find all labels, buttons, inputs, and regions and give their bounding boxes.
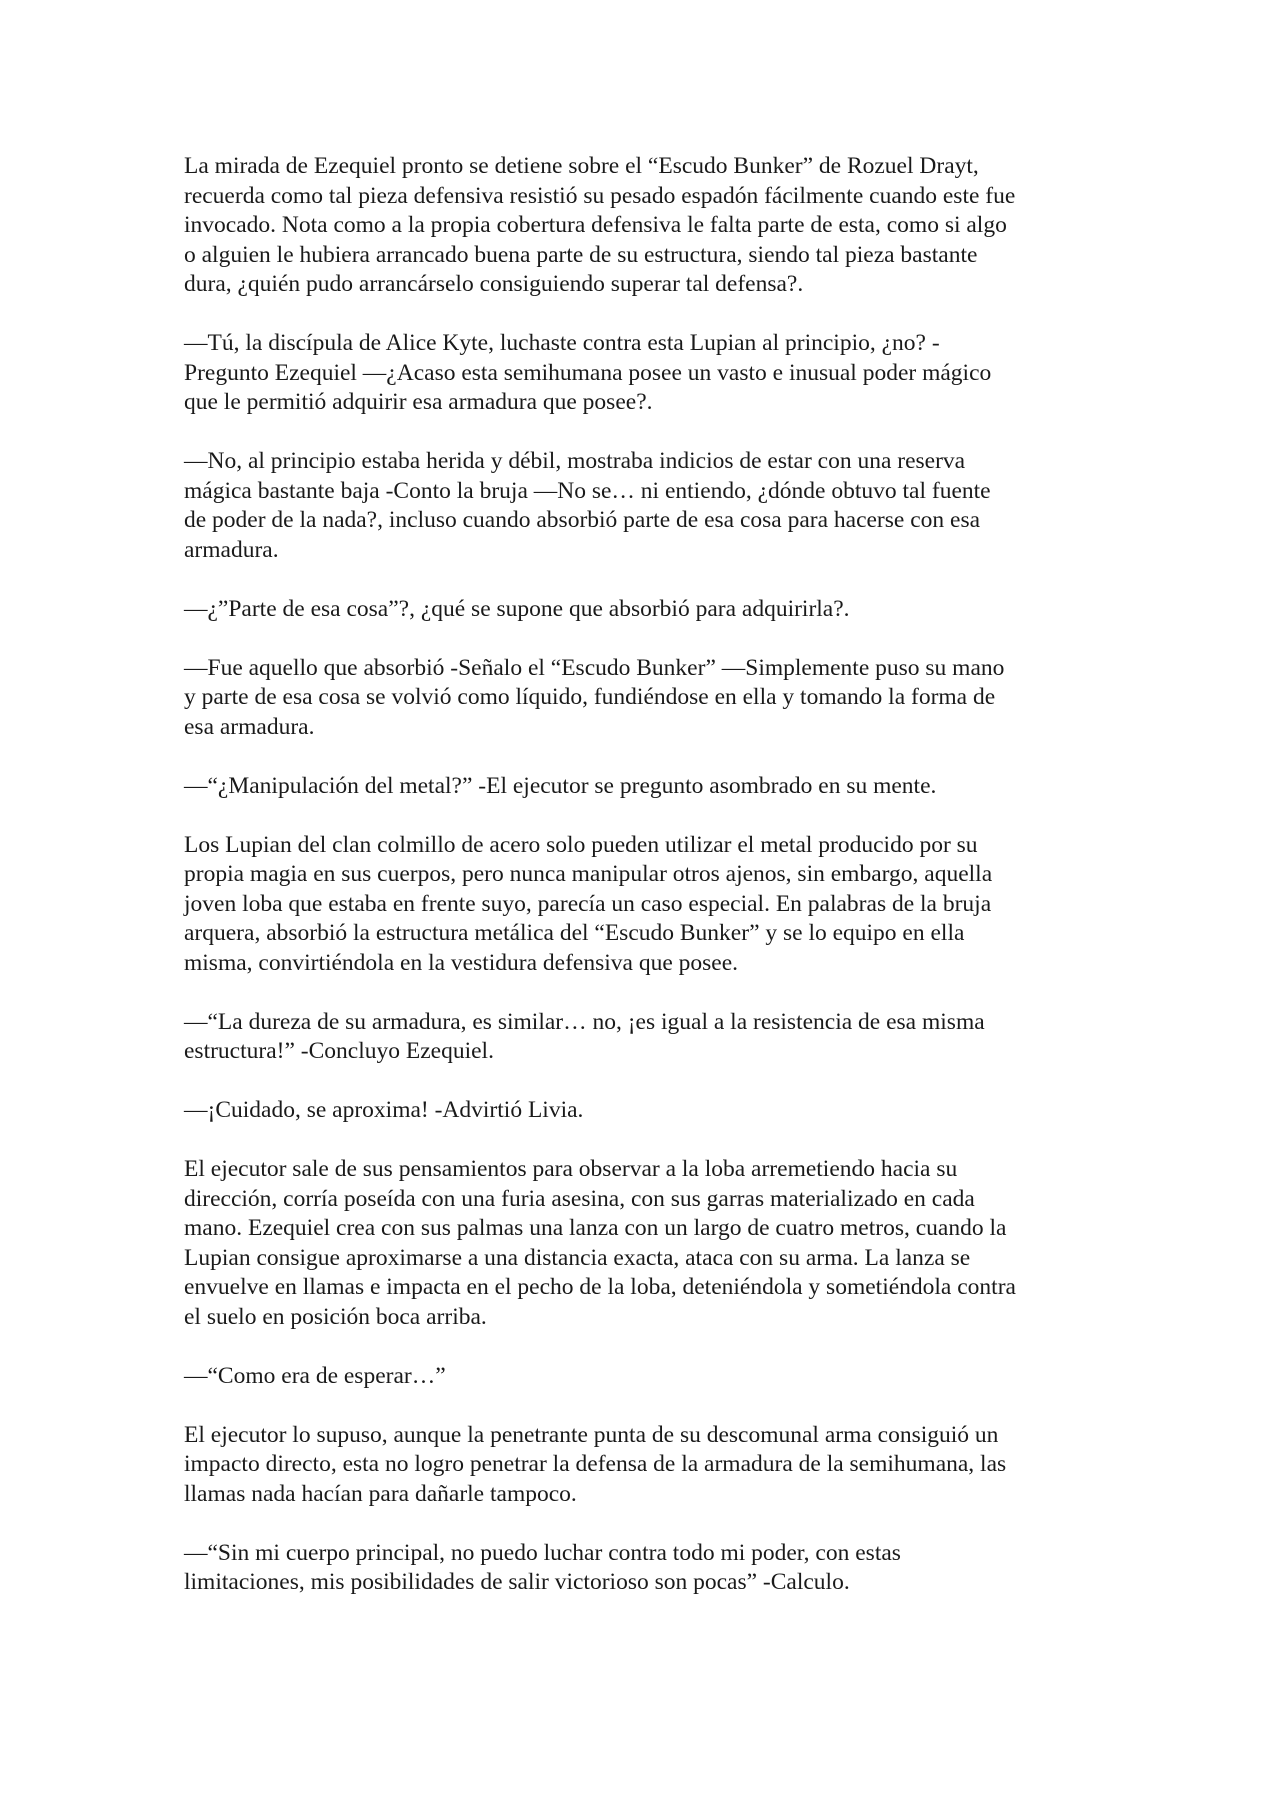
paragraph: —“Sin mi cuerpo principal, no puedo luchar contra todo mi poder, con estas limitaciones, mis posibilidades de salir victorioso son pocas” -Calculo. (184, 1539, 901, 1595)
paragraph: —No, al principio estaba herida y débil, mostraba indicios de estar con una reserva mágica bastante baja -Conto la bruja —No se… ni entiendo, ¿dónde obtuvo tal fuente de poder de la nada?, incluso cuando absorbió parte de esa cosa para hacerse con esa armadura. (184, 448, 991, 563)
paragraph: El ejecutor sale de sus pensamientos para observar a la loba arremetiendo hacia su dirección, corría poseída con una furia asesina, con sus garras materializado en cada mano. Ezequiel crea con sus palmas una lanza con un largo de cuatro metros, cuando la Lupian consigue aproximarse a una distancia exacta, ataca con su arma. La lanza se envuelve en llamas e impacta en el pecho de la loba, deteniéndola y sometiéndola contra el suelo en posición boca arriba. (184, 1156, 1016, 1330)
paragraph: Los Lupian del clan colmillo de acero solo pueden utilizar el metal producido por su propia magia en sus cuerpos, pero nunca manipular otros ajenos, sin embargo, aquella joven loba que estaba en frente suyo, parecía un caso especial. En palabras de la bruja arquera, absorbió la estructura metálica del “Escudo Bunker” y se lo equipo en ella misma, convirtiéndola en la vestidura defensiva que posee. (184, 831, 993, 976)
paragraph: —“La dureza de su armadura, es similar… no, ¡es igual a la resistencia de esa misma estructura!” -Concluyo Ezequiel. (184, 1008, 985, 1064)
paragraph: —Fue aquello que absorbió -Señalo el “Escudo Bunker” —Simplemente puso su mano y parte de esa cosa se volvió como líquido, fundiéndose en ella y tomando la forma de esa armadura. (184, 654, 1005, 740)
paragraph: —“¿Manipulación del metal?” -El ejecutor se pregunto asombrado en su mente. (184, 772, 937, 799)
paragraph: —“Como era de esperar…” (184, 1362, 446, 1389)
document-body (184, 152, 1102, 1627)
paragraph: El ejecutor lo supuso, aunque la penetrante punta de su descomunal arma consiguió un impacto directo, esta no logro penetrar la defensa de la armadura de la semihumana, las llamas nada hacían para dañarle tampoco. (184, 1421, 1007, 1507)
paragraph: —¡Cuidado, se aproxima! -Advirtió Livia. (184, 1097, 584, 1123)
paragraph: —Tú, la discípula de Alice Kyte, luchaste contra esta Lupian al principio, ¿no? - Pregunto Ezequiel —¿Acaso esta semihumana posee un vasto e inusual poder mágico que le permitió adquirir esa armadura que posee?. (184, 330, 992, 415)
paragraph: —¿”Parte de esa cosa”?, ¿qué se supone que absorbió para adquirirla?. (184, 595, 850, 622)
paragraph: La mirada de Ezequiel pronto se detiene sobre el “Escudo Bunker” de Rozuel Drayt, recuerda como tal pieza defensiva resistió su pesado espadón fácilmente cuando este fue invocado. Nota como a la propia cobertura defensiva le falta parte de esta, como si algo o alguien le hubiera arrancado buena parte de su estructura, siendo tal pieza bastante dura, ¿quién pudo arrancárselo consiguiendo superar tal defensa?. (184, 153, 1016, 297)
